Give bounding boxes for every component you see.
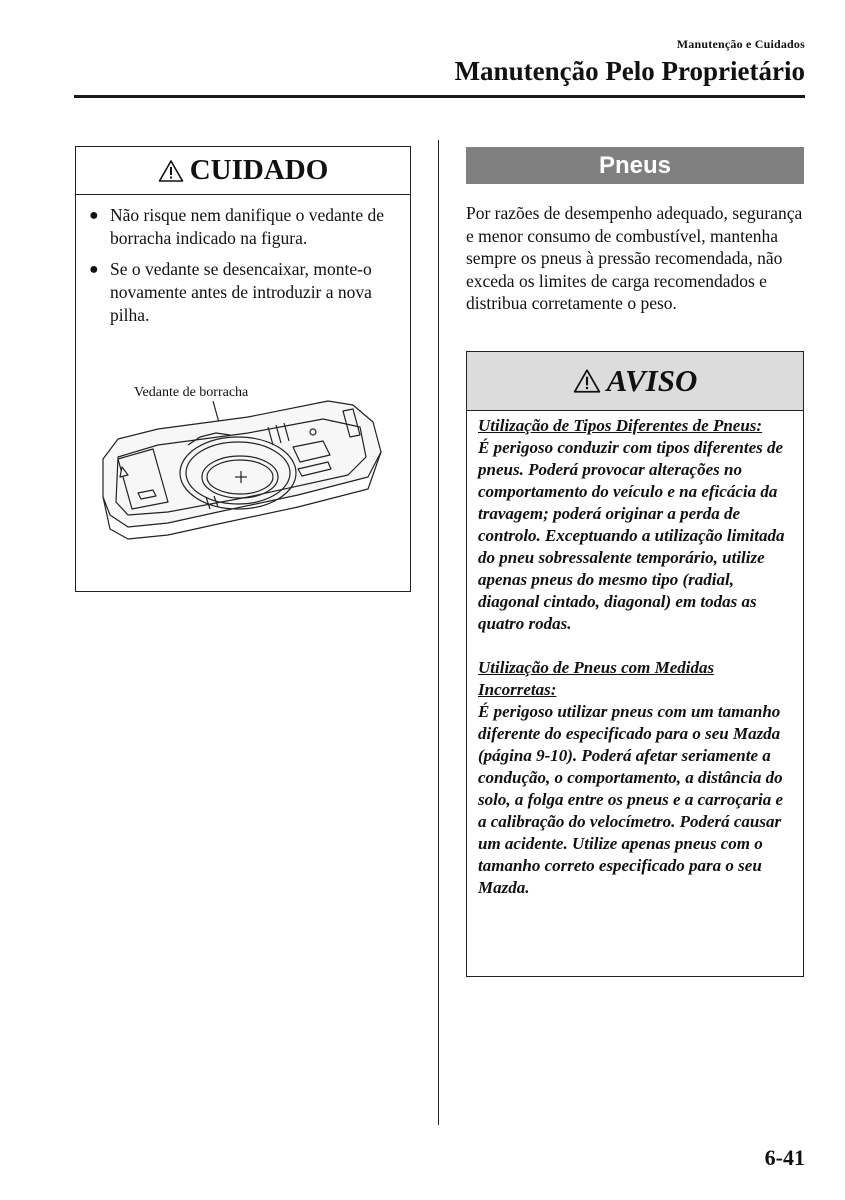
bullet-icon: ●	[89, 207, 99, 224]
warning-header	[467, 352, 803, 411]
warning-section-heading: Utilização de Pneus com Medidas Incorretas:	[478, 658, 715, 699]
warning-section-text: É perigoso utilizar pneus com um tamanho diferente do especificado para o seu Mazda (página 9-10). Poderá afetar seriamente a condução, o comportamento, a distância do solo, a folga entre os pneus e a carroçaria e a calibração do velocímetro. Poderá causar um acidente. Utilize apenas pneus com o tamanho correto especificado para o seu Mazda.	[478, 702, 784, 897]
section-paragraph: Por razões de desempenho adequado, segurança e menor consumo de combustível, mantenha sempre os pneus à pressão recomendada, não exceda os limites de carga recomendados e distribua corretamente o peso.	[466, 203, 803, 313]
warning-content	[467, 411, 803, 899]
caution-bullet-list	[76, 195, 410, 327]
warning-section-text: É perigoso conduzir com tipos diferentes de pneus. Poderá provocar alterações no comportamento do veículo e na eficácia da travagem; poderá originar a perda de controlo. Exceptuando a utilização limitada do pneu sobressalente temporário, utilize apenas pneus do mesmo tipo (radial, diagonal cintado, diagonal) em todas as quatro rodas.	[478, 438, 785, 633]
list-item	[89, 204, 398, 250]
caution-box	[75, 146, 411, 592]
warning-triangle-icon	[158, 159, 184, 183]
caution-bullet-text: Não risque nem danifique o vedante de borracha indicado na figura.	[110, 205, 385, 248]
warning-title: AVISO	[606, 363, 698, 398]
header-divider	[74, 95, 805, 98]
header-section-label: Manutenção e Cuidados	[676, 37, 805, 51]
caution-header	[76, 147, 410, 195]
warning-section-heading: Utilização de Tipos Diferentes de Pneus:	[478, 416, 763, 435]
caution-title: CUIDADO	[189, 154, 329, 186]
column-divider	[438, 140, 439, 1125]
figure-callout-label: Vedante de borracha	[134, 385, 249, 400]
caution-bullet-text: Se o vedante se desencaixar, monte-o novamente antes de introduzir a nova pilha.	[110, 259, 372, 325]
section-heading-banner	[466, 147, 804, 184]
list-item	[89, 258, 398, 327]
warning-triangle-icon	[573, 368, 601, 394]
section-title: Pneus	[598, 151, 672, 179]
key-battery-illustration	[98, 397, 388, 547]
bullet-icon: ●	[89, 261, 99, 278]
warning-box	[466, 351, 804, 977]
warning-section	[478, 415, 793, 635]
page-title: Manutenção Pelo Proprietário	[454, 56, 805, 86]
warning-section	[478, 657, 793, 899]
page-number: 6-41	[764, 1145, 805, 1170]
